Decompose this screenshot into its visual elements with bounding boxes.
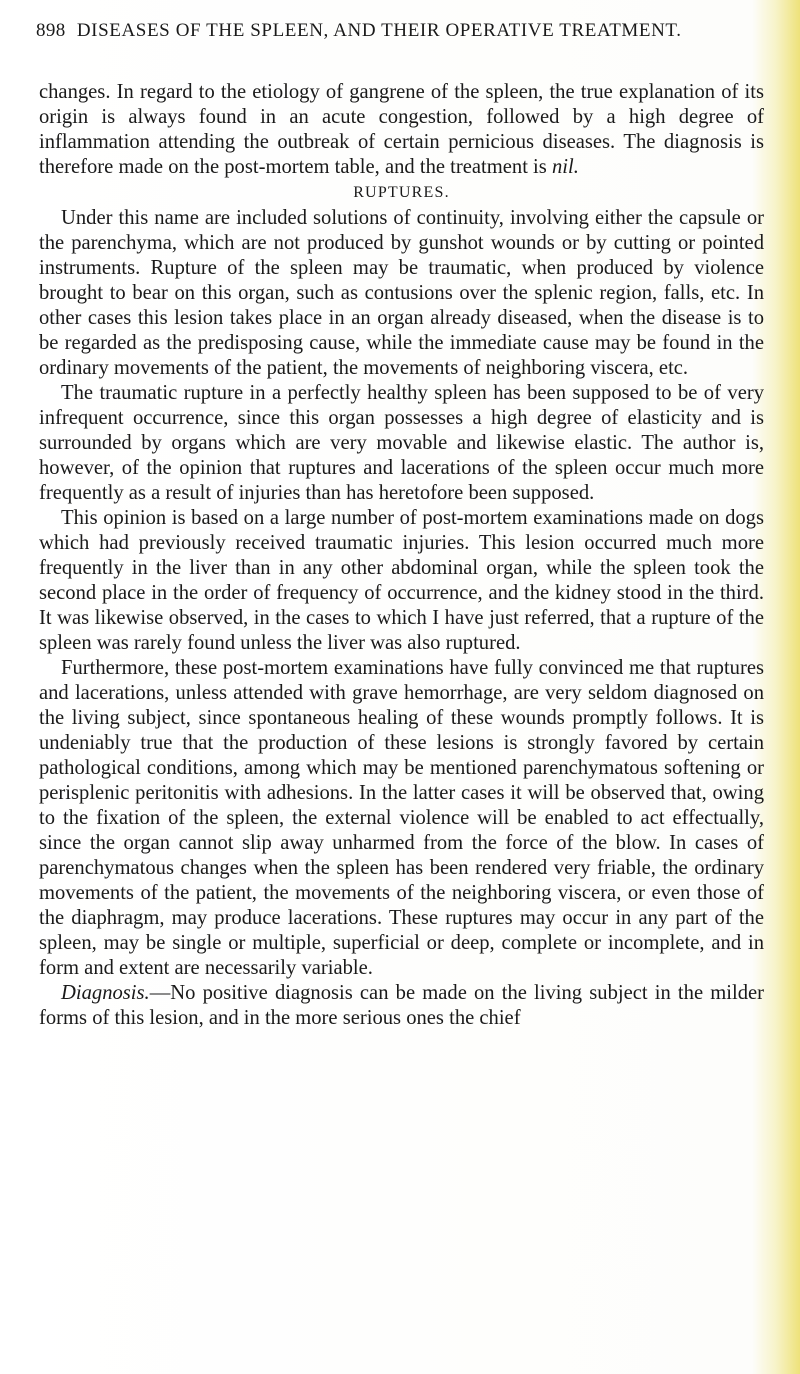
paragraph-text: changes. In regard to the etiology of gangrene of the spleen, the true explanation of its origin is always found in an acute congestion, followed by a high degree of inflammation attending the outbreak of certain pernicious diseases. The diagnosis is therefore made on the post-mortem table, and the treatment is — [39, 81, 764, 178]
page-body — [39, 80, 764, 1031]
paragraph-traumatic-rupture: The traumatic rupture in a perfectly healthy spleen has been supposed to be of very infrequent occurrence, since this organ possesses a high degree of elasticity and is surrounded by organs which are very movable and likewise elastic. The author is, however, of the opinion that ruptures and lacerations of the spleen occur much more frequently as a result of injuries than has heretofore been supposed. — [39, 382, 764, 504]
paragraph-gangrene-conclusion — [39, 80, 764, 180]
diagnosis-label: Diagnosis. — [61, 982, 150, 1004]
paragraph-diagnosis — [39, 981, 764, 1031]
running-title: DISEASES OF THE SPLEEN, AND THEIR OPERATIVE TREATMENT. — [76, 20, 682, 41]
paragraph-post-mortem-dogs: This opinion is based on a large number of post-mortem examinations made on dogs which had previously received traumatic injuries. This lesion occurred much more frequently in the liver than in any other abdominal organ, while the spleen took the second place in the order of frequency of occurrence, and the kidney stood in the third. It was likewise observed, in the cases to which I have just referred, that a rupture of the spleen was rarely found unless the liver was also ruptured. — [39, 507, 764, 654]
page-number: 898 — [36, 20, 66, 41]
diagnosis-text: —No positive diagnosis can be made on the living subject in the milder forms of this lesion, and in the more serious ones the chief — [39, 982, 764, 1029]
running-header — [36, 20, 776, 42]
section-heading-ruptures: RUPTURES. — [353, 184, 450, 201]
italic-nil: nil. — [551, 156, 579, 178]
paragraph-ruptures-definition: Under this name are included solutions of continuity, involving either the capsule or the parenchyma, which are not produced by gunshot wounds or by cutting or pointed instruments. Rupture of the spleen may be traumatic, when produced by violence brought to bear on this organ, such as contusions over the splenic region, falls, etc. In other cases this lesion takes place in an organ already diseased, when the disease is to be regarded as the predisposing cause, while the immediate cause may be found in the ordinary movements of the patient, the movements of neighboring viscera, etc. — [39, 207, 764, 379]
paragraph-lacerations: Furthermore, these post-mortem examinations have fully convinced me that ruptures and lacerations, unless attended with grave hemorrhage, are very seldom diagnosed on the living subject, since spontaneous healing of these wounds promptly follows. It is undeniably true that the production of these lesions is strongly favored by certain pathological conditions, among which may be mentioned parenchymatous softening or perisplenic peritonitis with adhesions. In the latter cases it will be observed that, owing to the fixation of the spleen, the external violence will be enabled to act effectually, since the organ cannot slip away unharmed from the force of the blow. In cases of parenchymatous changes when the spleen has been rendered very friable, the ordinary movements of the patient, the movements of the neighboring viscera, or even those of the diaphragm, may produce lacerations. These ruptures may occur in any part of the spleen, may be single or multiple, superficial or deep, complete or incomplete, and in form and extent are necessarily variable. — [39, 657, 764, 979]
